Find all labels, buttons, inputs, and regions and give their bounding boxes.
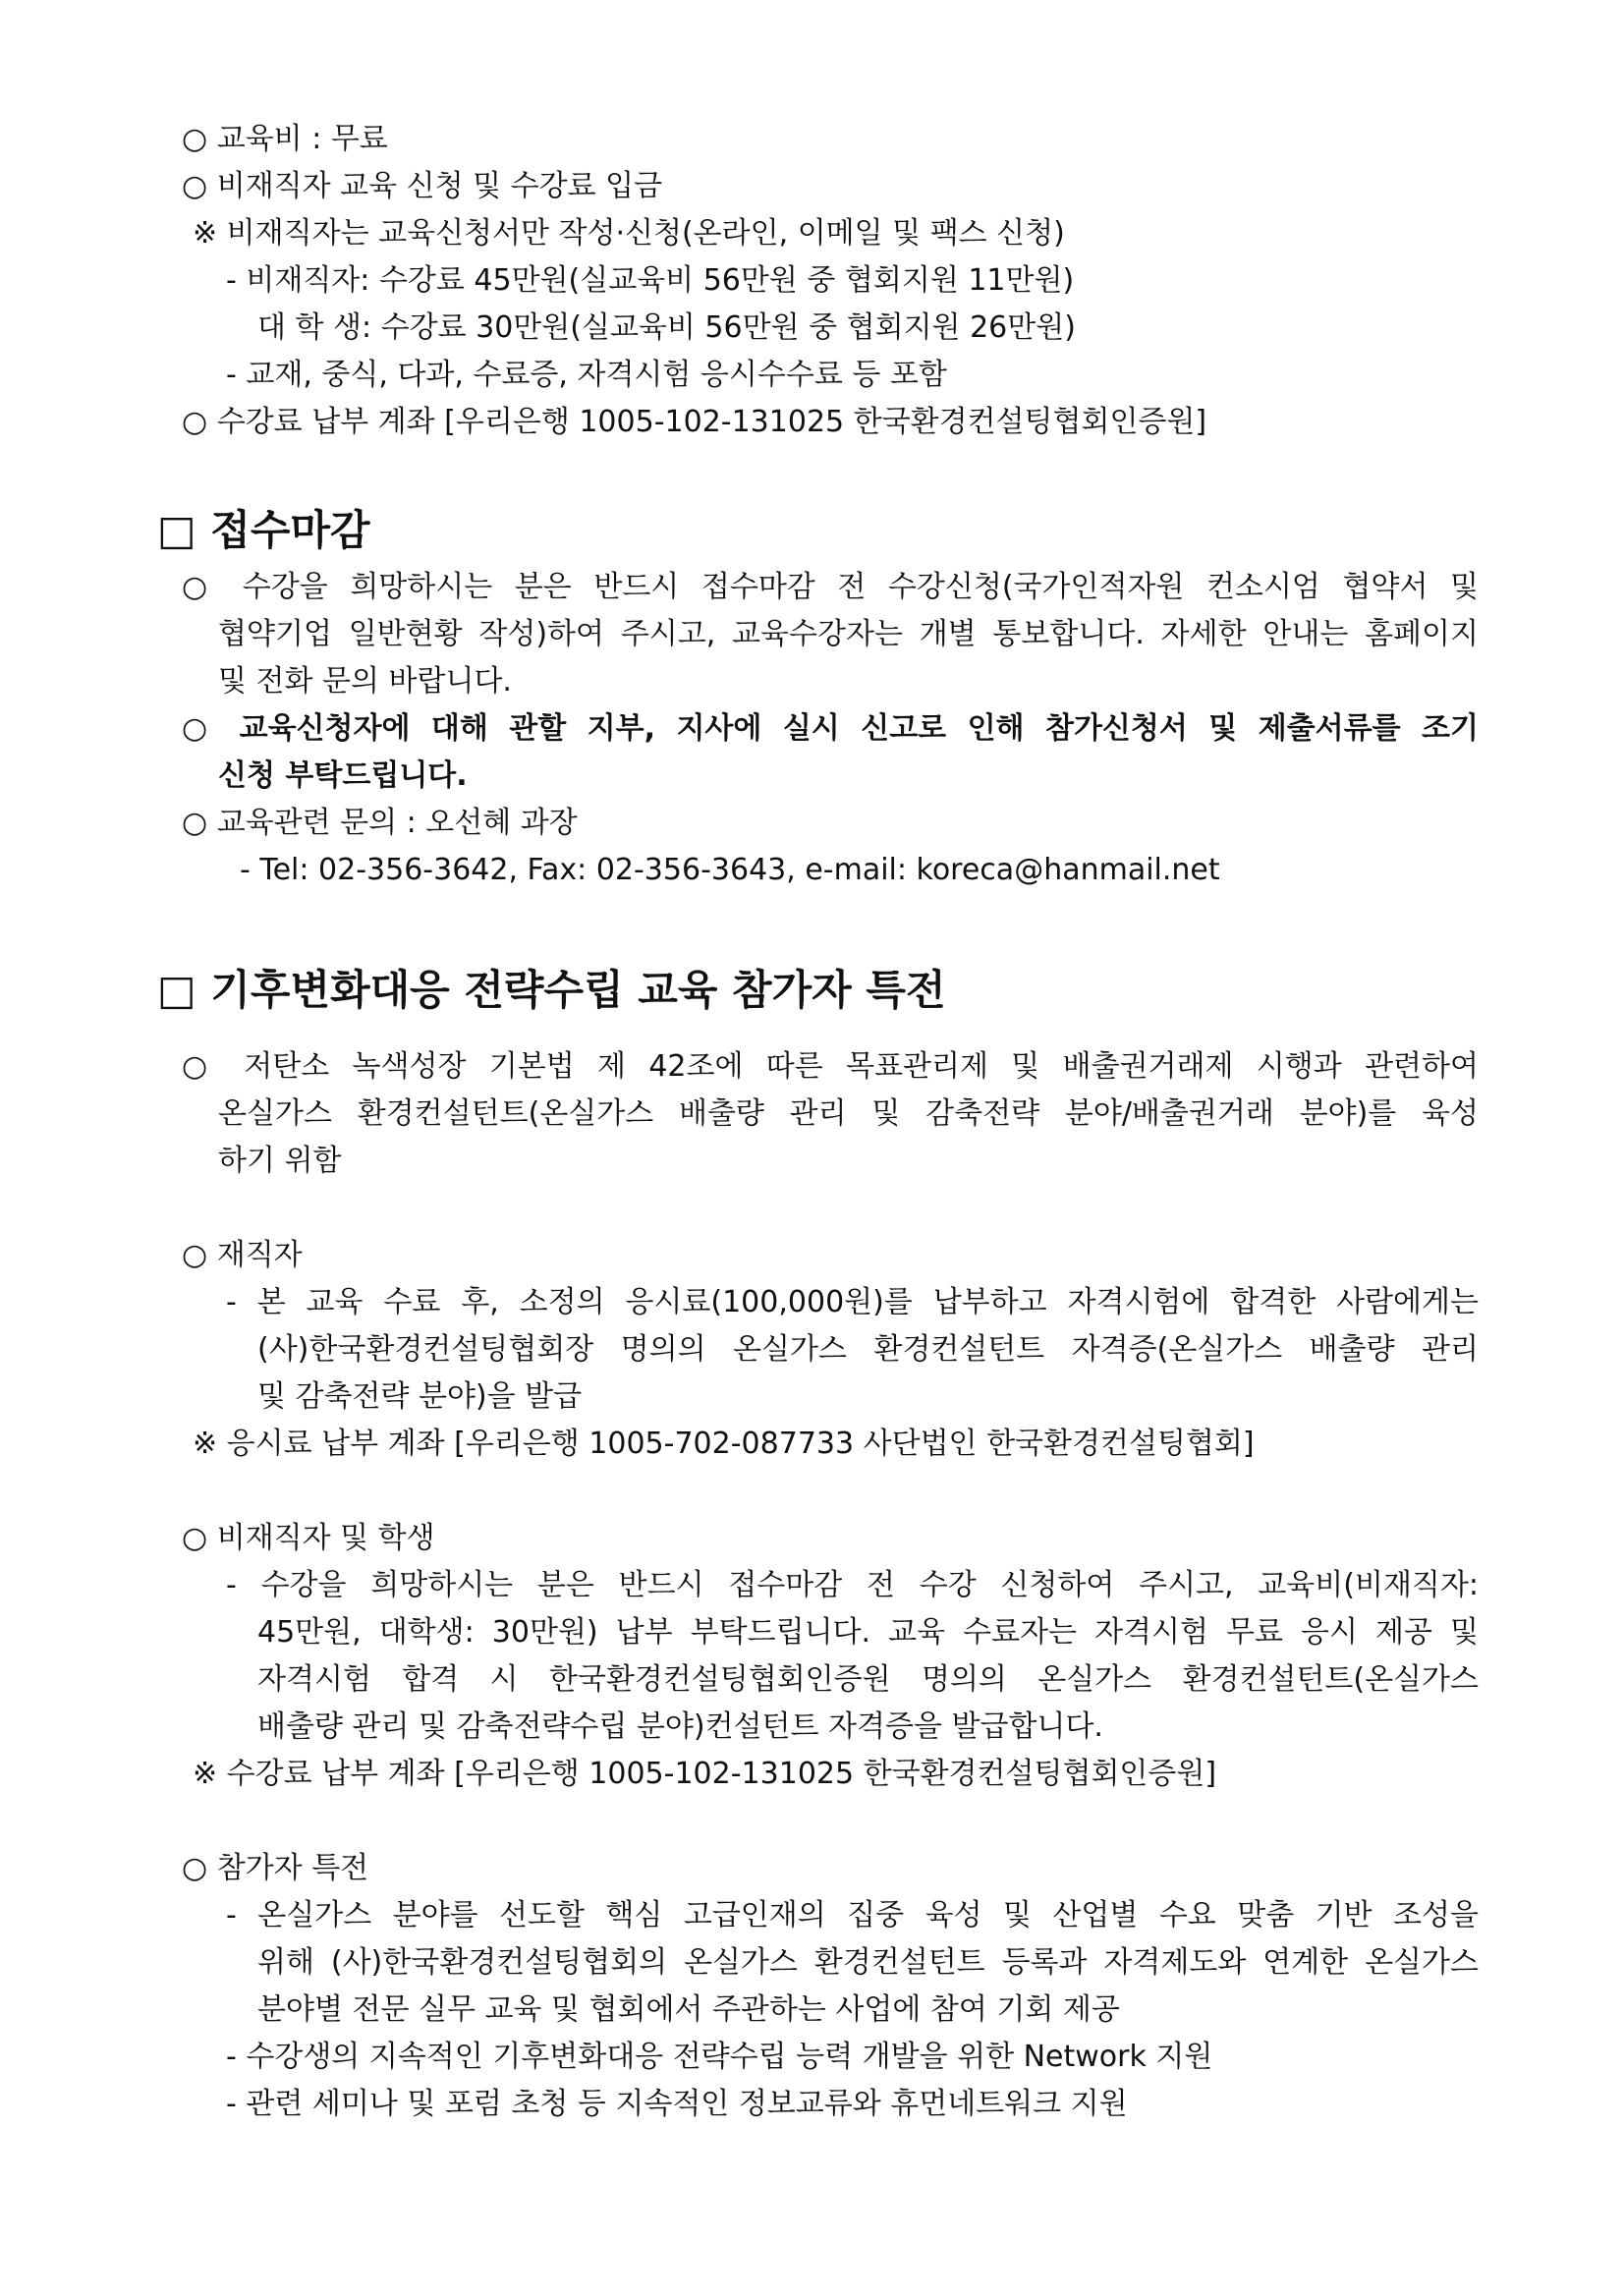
employed-detail-2: (사)한국환경컨설팅협회장 명의의 온실가스 환경컨설턴트 자격증(온실가스 배출량 관리	[257, 1332, 1479, 1367]
benefits-heading: □ 기후변화대응 전략수립 교육 참가자 특전	[157, 966, 946, 1014]
note-line: ※ 비재직자는 교육신청서만 작성·신청(온라인, 이메일 및 팩스 신청)	[193, 216, 1065, 251]
contact-detail: - Tel: 02-356-3642, Fax: 02-356-3643, e-mail: koreca@hanmail.net	[240, 853, 1220, 887]
deadline-para-1: ○ 수강을 희망하시는 분은 반드시 접수마감 전 수강신청(국가인적자원 컨소시엄 협약서 및	[182, 570, 1479, 604]
employed-account: ※ 응시료 납부 계좌 [우리은행 1005-702-087733 사단법인 한국환경컨설팅협회]	[193, 1427, 1255, 1461]
purpose-line-2: 온실가스 환경컨설턴트(온실가스 배출량 관리 및 감축전략 분야/배출권거래 분야)를 육성	[218, 1096, 1479, 1131]
perks-detail-1: - 온실가스 분야를 선도할 핵심 고급인재의 집중 육성 및 산업별 수요 맞춤 기반 조성을	[226, 1898, 1479, 1932]
perks-network: - 수강생의 지속적인 기후변화대응 전략수립 능력 개발을 위한 Network 지원	[226, 2040, 1213, 2074]
application-line: ○ 비재직자 교육 신청 및 수강료 입금	[182, 169, 663, 203]
account-line: ○ 수강료 납부 계좌 [우리은행 1005-102-131025 한국환경컨설팅협회인증원]	[182, 405, 1207, 439]
nonemployed-detail-4: 배출량 관리 및 감축전략수립 분야)컨설턴트 자격증을 발급합니다.	[257, 1709, 1103, 1744]
deadline-para-2: 협약기업 일반현황 작성)하여 주시고, 교육수강자는 개별 통보합니다. 자세한 안내는 홈페이지	[218, 617, 1479, 651]
nonemployed-account: ※ 수강료 납부 계좌 [우리은행 1005-102-131025 한국환경컨설팅협회인증원]	[193, 1757, 1217, 1791]
fee-line: ○ 교육비 : 무료	[182, 122, 388, 156]
purpose-line-1: ○ 저탄소 녹색성장 기본법 제 42조에 따른 목표관리제 및 배출권거래제 시행과 관련하여	[182, 1049, 1479, 1084]
employed-detail-3: 및 감축전략 분야)을 발급	[257, 1379, 583, 1414]
deadline-notice-2: 신청 부탁드립니다.	[218, 758, 468, 793]
deadline-para-3: 및 전화 문의 바랍니다.	[218, 664, 512, 699]
nonemployed-detail-2: 45만원, 대학생: 30만원) 납부 부탁드립니다. 교육 수료자는 자격시험 무료 응시 제공 및	[257, 1615, 1479, 1650]
fee-student: 대 학 생: 수강료 30만원(실교육비 56만원 중 협회지원 26만원)	[257, 310, 1076, 345]
employed-title: ○ 재직자	[182, 1238, 303, 1272]
perks-detail-3: 분야별 전문 실무 교육 및 협회에서 주관하는 사업에 참여 기회 제공	[257, 1992, 1120, 2027]
nonemployed-detail-1: - 수강을 희망하시는 분은 반드시 접수마감 전 수강 신청하여 주시고, 교육비(비재직자:	[226, 1568, 1479, 1602]
included-items: - 교재, 중식, 다과, 수료증, 자격시험 응시수수료 등 포함	[226, 358, 947, 392]
perks-detail-2: 위해 (사)한국환경컨설팅협회의 온실가스 환경컨설턴트 등록과 자격제도와 연계한 온실가스	[257, 1945, 1479, 1980]
nonemployed-detail-3: 자격시험 합격 시 한국환경컨설팅협회인증원 명의의 온실가스 환경컨설턴트(온실가스	[257, 1662, 1479, 1697]
deadline-heading: □ 접수마감	[157, 506, 370, 554]
contact-line: ○ 교육관련 문의 : 오선혜 과장	[182, 806, 578, 840]
deadline-notice-1: ○ 교육신청자에 대해 관할 지부, 지사에 실시 신고로 인해 참가신청서 및 제출서류를 조기	[182, 711, 1479, 746]
fee-nonemployed: - 비재직자: 수강료 45만원(실교육비 56만원 중 협회지원 11만원)	[226, 263, 1075, 298]
purpose-line-3: 하기 위함	[218, 1144, 342, 1178]
employed-detail-1: - 본 교육 수료 후, 소정의 응시료(100,000원)를 납부하고 자격시험에 합격한 사람에게는	[226, 1285, 1479, 1319]
perks-title: ○ 참가자 특전	[182, 1851, 369, 1885]
nonemployed-title: ○ 비재직자 및 학생	[182, 1521, 435, 1555]
perks-seminar: - 관련 세미나 및 포럼 초청 등 지속적인 정보교류와 휴먼네트워크 지원	[226, 2087, 1128, 2121]
